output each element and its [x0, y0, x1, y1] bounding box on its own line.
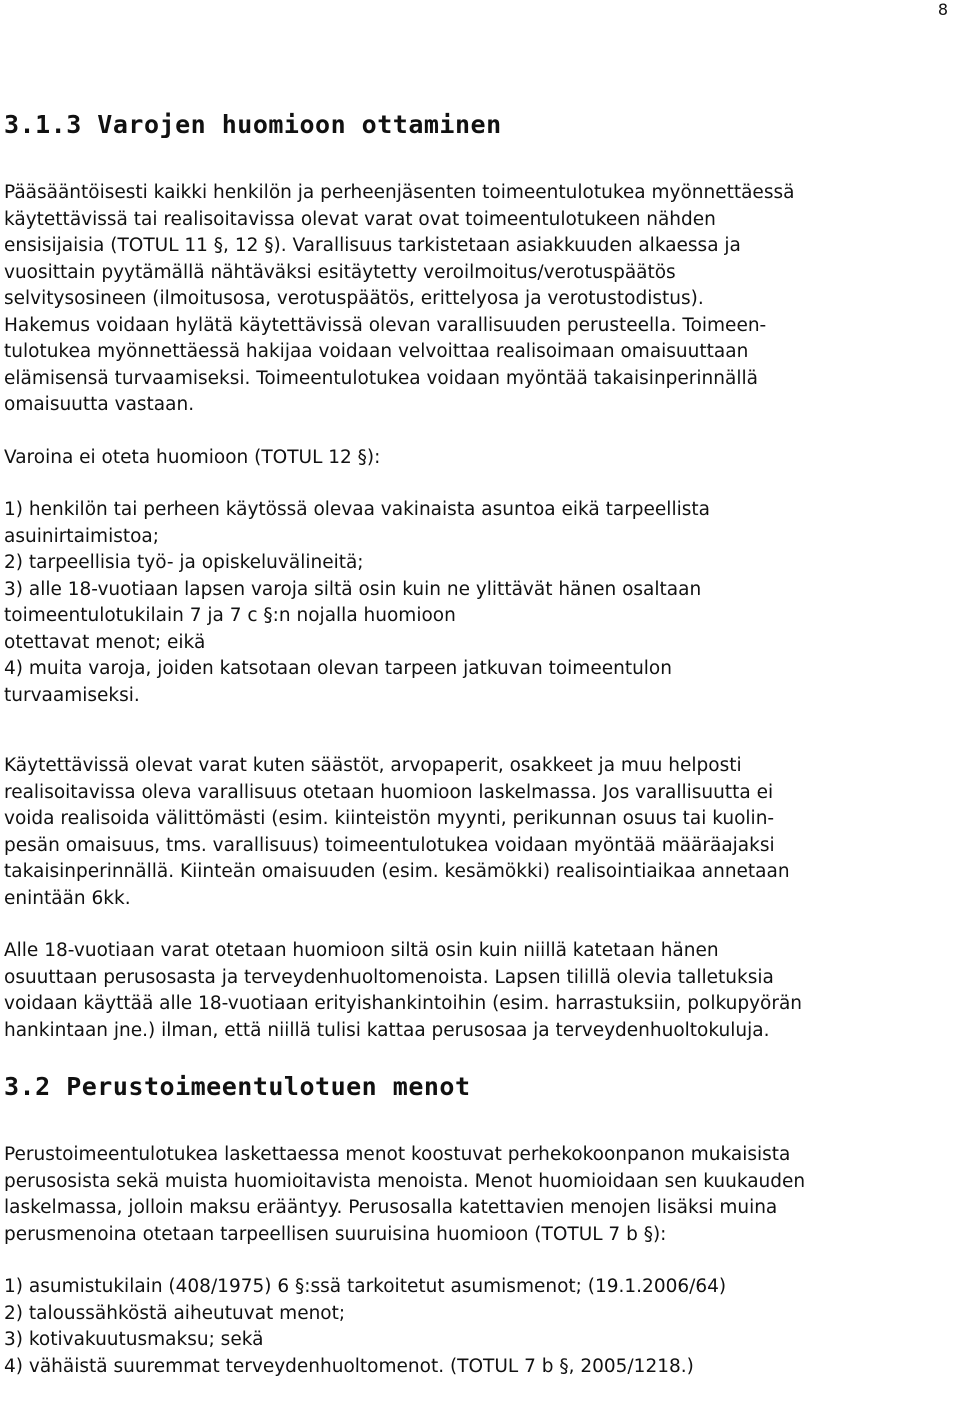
text-line: ensisijaisia (TOTUL 11 §, 12 §). Varallisuus tarkistetaan asiakkuuden alkaessa ja: [4, 235, 741, 256]
list-item: 4) muita varoja, joiden katsotaan olevan tarpeen jatkuvan toimeentulon: [4, 658, 672, 679]
list-item: 2) tarpeellisia työ- ja opiskeluvälineitä;: [4, 552, 364, 573]
list-item: 1) henkilön tai perheen käytössä olevaa vakinaista asuntoa eikä tarpeellista: [4, 499, 710, 520]
text-line: Varoina ei oteta huomioon (TOTUL 12 §):: [4, 446, 381, 468]
text-line: Alle 18-vuotiaan varat otetaan huomioon siltä osin kuin niillä katetaan hänen: [4, 940, 719, 961]
list-excluded-assets: [4, 497, 944, 709]
list-item: otettavat menot; eikä: [4, 631, 206, 653]
text-line: takaisinperinnällä. Kiinteän omaisuuden (esim. kesämökki) realisointiaikaa annetaan: [4, 861, 790, 882]
list-item: toimeentulotukilain 7 ja 7 c §:n nojalla huomioon: [4, 605, 456, 626]
page-number: 8: [937, 0, 948, 19]
list-item: 3) kotivakuutusmaksu; sekä: [4, 1329, 264, 1350]
list-item: turvaamiseksi.: [4, 684, 140, 706]
list-item: 1) asumistukilain (408/1975) 6 §:ssä tarkoitetut asumismenot; (19.1.2006/64): [4, 1276, 727, 1297]
list-item: asuinirtaimistoa;: [4, 525, 159, 547]
text-line: omaisuutta vastaan.: [4, 394, 195, 415]
text-line: hankintaan jne.) ilman, että niillä tulisi kattaa perusosaa ja terveydenhuoltokuluja.: [4, 1019, 770, 1041]
text-line: voida realisoida välittömästi (esim. kiinteistön myynti, perikunnan osuus tai kuolin-: [4, 808, 775, 829]
text-line: käytettävissä tai realisoitavissa olevat varat ovat toimeentulotukeen nähden: [4, 208, 716, 230]
text-line: voidaan käyttää alle 18-vuotiaan erityishankintoihin (esim. harrastuksiin, polkupyörän: [4, 993, 803, 1014]
paragraph-excluded-assets-intro: [4, 445, 944, 472]
text-line: tulotukea myönnettäessä hakijaa voidaan velvoittaa realisoimaan omaisuuttaan: [4, 341, 749, 362]
text-line: Pääsääntöisesti kaikki henkilön ja perheenjäsenten toimeentulotukea myönnettäessä: [4, 182, 795, 203]
text-line: osuuttaan perusosasta ja terveydenhuoltomenoista. Lapsen tilillä olevia talletuksia: [4, 966, 774, 988]
list-basic-expenses: [4, 1274, 944, 1380]
text-line: Perustoimeentulotukea laskettaessa menot koostuvat perhekokoonpanon mukaisista: [4, 1144, 791, 1165]
paragraph-minor-assets: [4, 938, 944, 1044]
text-line: perusmenoina otetaan tarpeellisen suuruisina huomioon (TOTUL 7 b §):: [4, 1223, 667, 1245]
text-line: perusosista sekä muista huomioitavista menoista. Menot huomioidaan sen kuukauden: [4, 1170, 806, 1192]
text-line: pesän omaisuus, tms. varallisuus) toimeentulotukea voidaan myöntää määräajaksi: [4, 834, 775, 856]
text-line: realisoitavissa oleva varallisuus otetaan huomioon laskelmassa. Jos varallisuutta ei: [4, 781, 774, 803]
list-item: 4) vähäistä suuremmat terveydenhuoltomenot. (TOTUL 7 b §, 2005/1218.): [4, 1355, 694, 1377]
paragraph-assets-primary: [4, 180, 944, 419]
section-heading-3-1-3: 3.1.3 Varojen huomioon ottaminen: [4, 110, 502, 139]
text-line: enintään 6kk.: [4, 887, 131, 909]
section-heading-3-2: 3.2 Perustoimeentulotuen menot: [4, 1072, 471, 1101]
paragraph-available-assets: [4, 753, 944, 912]
text-line: vuosittain pyytämällä nähtäväksi esitäytetty veroilmoitus/verotuspäätös: [4, 261, 676, 283]
text-line: elämisensä turvaamiseksi. Toimeentulotukea voidaan myöntää takaisinperinnällä: [4, 367, 758, 389]
text-line: laskelmassa, jolloin maksu erääntyy. Perusosalla katettavien menojen lisäksi muina: [4, 1197, 778, 1218]
text-line: Käytettävissä olevat varat kuten säästöt, arvopaperit, osakkeet ja muu helposti: [4, 755, 742, 776]
list-item: 3) alle 18-vuotiaan lapsen varoja siltä osin kuin ne ylittävät hänen osaltaan: [4, 578, 702, 600]
document-body: [4, 108, 944, 1380]
text-line: Hakemus voidaan hylätä käytettävissä olevan varallisuuden perusteella. Toimeen-: [4, 314, 767, 336]
list-item: 2) taloussähköstä aiheutuvat menot;: [4, 1302, 346, 1324]
paragraph-basic-expenses: [4, 1142, 944, 1248]
text-line: selvitysosineen (ilmoitusosa, verotuspäätös, erittelyosa ja verotustodistus).: [4, 288, 704, 309]
